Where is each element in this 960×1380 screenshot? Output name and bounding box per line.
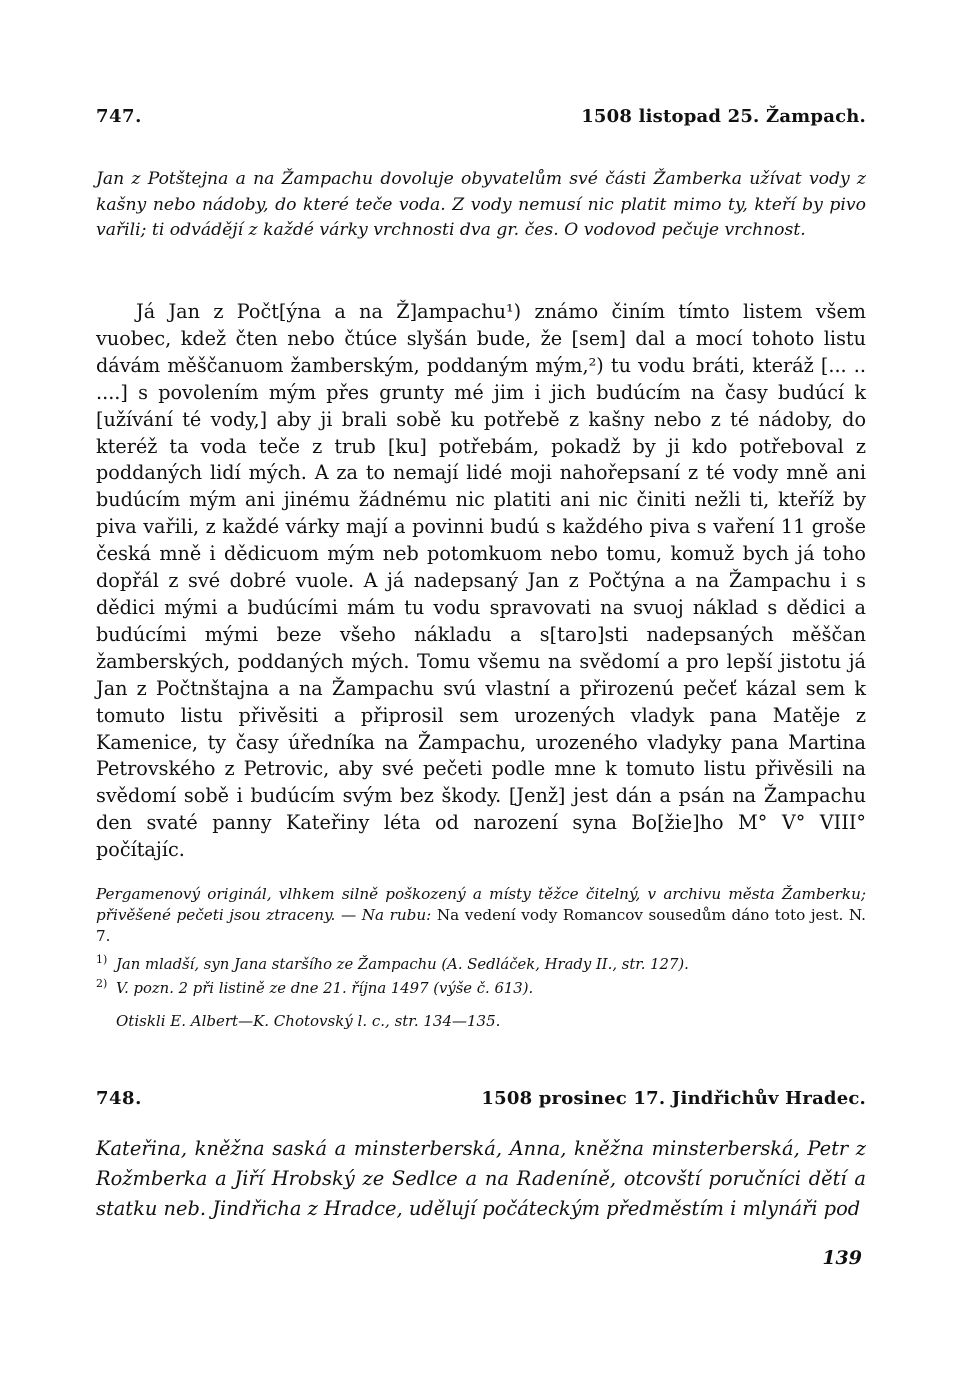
footnote-1 [96,950,866,975]
footnote-mark: 1) [96,953,108,966]
entry-number: 748. [96,1088,142,1109]
entry-date-place: 1508 prosinec 17. Jindřichův Hradec. [481,1088,866,1109]
printed-by-note: Otiskli E. Albert—K. Chotovský l. c., str. 134—135. [116,1012,501,1030]
source-note-plain: Na vedení vody Romancov sousedům dáno toto jest. N. 7. [96,906,866,945]
entry-date-place: 1508 listopad 25. Žampach. [581,106,866,127]
source-note-italic: Pergamenový originál, vlhkem silně poškozený a místy těžce čitelný, v archivu města Žamberku; přivěšené pečeti jsou ztraceny. — Na rubu: [96,885,866,924]
entry-regest: Jan z Potštejna a na Žampachu dovoluje obyvatelům své části Žamberka užívat vody z kašny nebo nádoby, do které teče voda. Z vody nemusí nic platit mimo ty, kteří by pivo vařili; ti odvádějí z každé várky vrchnosti dva gr. čes. O vodovod pečuje vrchnost. [96,169,866,240]
footnote-text: V. pozn. 2 při listině ze dne 21. října 1497 (výše č. 613). [116,979,534,997]
document-page [96,0,866,1380]
footnote-text: Jan mladší, syn Jana staršího ze Žampachu (A. Sedláček, Hrady II., str. 127). [116,955,689,973]
footnote-mark: 2) [96,977,108,990]
entry-header-747 [96,106,866,127]
source-note [96,884,866,947]
entry-number: 747. [96,106,142,127]
charter-text: Já Jan z Počt[ýna a na Ž]ampachu¹) známo činím tímto listem všem vuobec, kdež čten nebo čtúce slyšán bude, že [sem] dal a mocí tohoto listu dávám měščanuom žamberským, poddaným mým,²) tu vodu bráti, kteráž [... .. ....] s povolením mým přes grunty mé jim i jich budúcím na časy budúcí k [užívání té vody,] aby ji brali sobě ku potřebě z kašny nebo z té nádoby, do kteréž ta voda teče z trub [ku] potřebám, pokadž by ji kdo potřeboval z poddaných lidí mých. A za to nemají lidé moji nahořepsaní z té vody mně ani budúcím mým ani jinému žádnému nic platiti ani nic činiti nežli ti, kteříž by piva vařili, z každé várky mají a povinni budú s každého piva s vaření 11 groše česká mně i dědicuom mým neb potomkuom nebo tomu, komuž bych já toho dopřál z své dobré vuole. A já nadepsaný Jan z Počtýna a na Žampachu i s dědici mými a budúcími mám tu vodu spravovati na svuoj náklad s dědici a budúcími mými beze všeho nákladu a s[taro]sti nadepsaných měščan žamberských, poddaných mých. Tomu všemu na svědomí a pro lepší jistotu já Jan z Počtnštajna a na Žampachu svú vlastní a přirozenú pečeť kázal sem k tomuto listu přivěsiti a připrosil sem urozených vladyk pana Matěje z Kamenice, ty časy úředníka na Žampachu, urozeného vladyky pana Martina Petrovského z Petrovic, aby své pečeti podle mne k tomuto listu přivěsili na svědomí sobě i budúcím svým bez škody. [Jenž] jest dán a psán na Žampachu den svaté panny Kateřiny léta od narození syna Bo[žie]ho M° V° VIII° počítajíc. [96,300,866,862]
entry-header-748 [96,1088,866,1109]
entry-regest: Kateřina, kněžna saská a minsterberská, Anna, kněžna minsterberská, Petr z Rožmberka a Jiří Hrobský ze Sedlce a na Radeníně, otcovští poručníci dětí a statku neb. Jindřicha z Hradce, udělují počáteckým předměstím i mlynáři pod [96,1137,866,1220]
footnote-2 [96,974,866,999]
page-number: 139 [822,1247,862,1269]
